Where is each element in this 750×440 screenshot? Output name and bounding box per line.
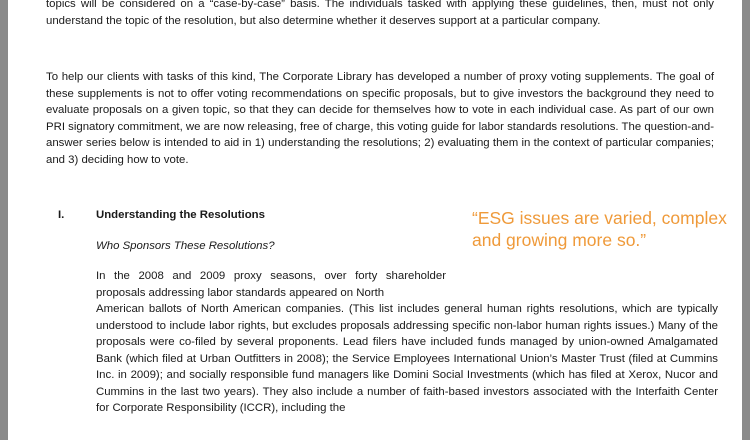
section-title: Understanding the Resolutions [96, 209, 265, 221]
section-heading [58, 209, 265, 221]
subheading: Who Sponsors These Resolutions? [96, 240, 275, 252]
body-text-narrow: In the 2008 and 2009 proxy seasons, over forty shareholder proposals addressing labor standards appeared on North [96, 270, 446, 299]
pull-quote: “ESG issues are varied, complex and growing more so.” [472, 208, 727, 250]
body-text-wide: American ballots of North American companies. (This list includes general human rights resolutions, which are typically understood to include labor rights, but excludes proposals addressing specific non-labor human rights issues.) Many of the proposals were co-filed by several proponents. Lead filers have included funds managed by union-owned Amalgamated Bank (which filed at Urban Outfitters in 2008); the Service Employees International Union’s Master Trust (filed at Cummins Inc. in 2009); and socially responsible fund managers like Domini Social Investments (which has filed at Xerox, Nucor and Cummins in the last two years). They also include a number of faith-based investors associated with the Interfaith Center for Corporate Responsibility (ICCR), including the [96, 303, 718, 414]
section-number: I. [58, 209, 65, 221]
document-page [8, 0, 742, 440]
intro-paragraph-1: topics will be considered on a “case-by-case” basis. The individuals tasked with applying these guidelines, then, must not only understand the topic of the resolution, but also determine whether it deserves support at a particular company. [46, 0, 714, 27]
intro-paragraph-2: To help our clients with tasks of this kind, The Corporate Library has developed a number of proxy voting supplements. The goal of these supplements is not to offer voting recommendations on specific proposals, but to give investors the background they need to evaluate proposals on a given topic, so that they can decide for themselves how to vote in each individual case. As part of our own PRI signatory commitment, we are now releasing, free of charge, this voting guide for labor standards resolutions. The question-and-answer series below is intended to aid in 1) understanding the resolutions; 2) evaluating them in the context of particular companies; and 3) deciding how to vote. [46, 71, 714, 166]
